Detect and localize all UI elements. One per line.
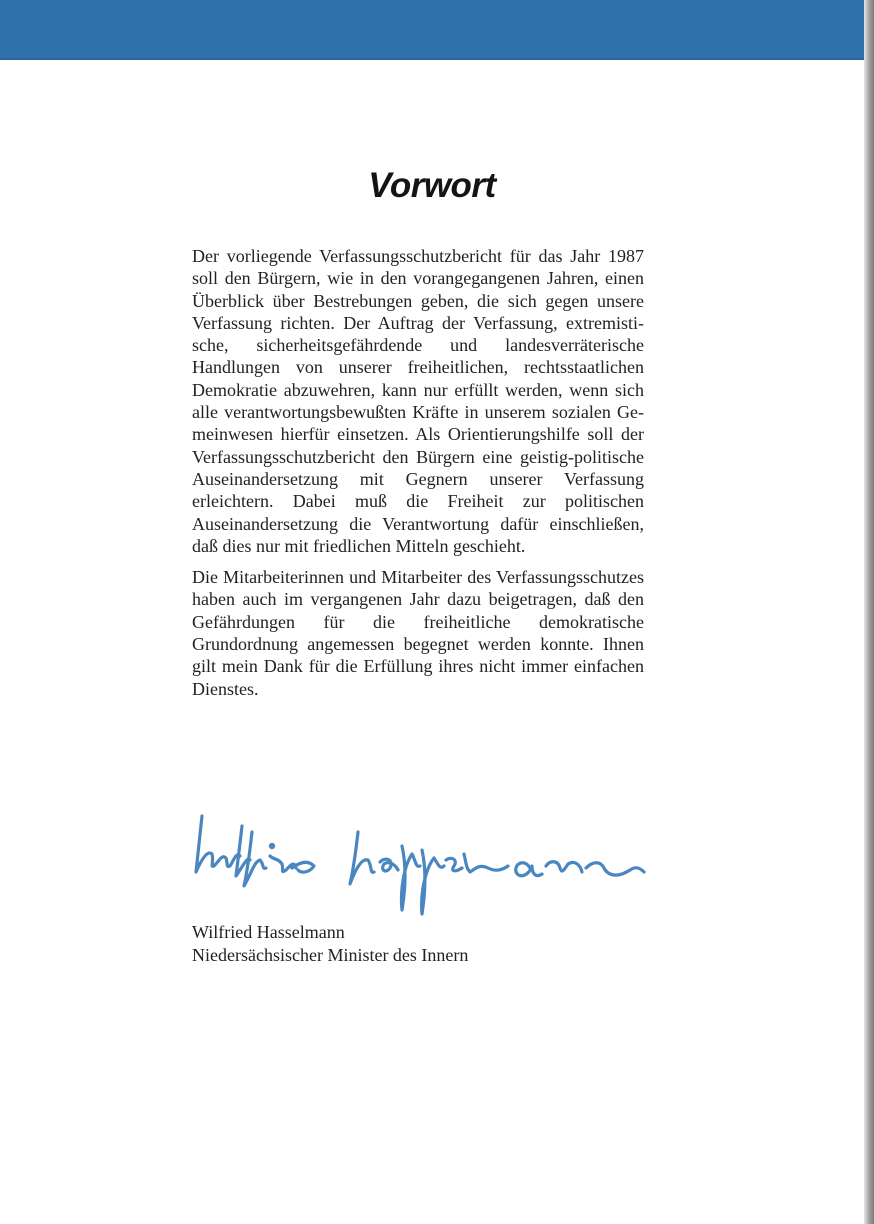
paragraph-1: Der vorliegende Verfassungsschutzbericht für das Jahr 1987 soll den Bürgern, wie in den vorangegangenen Jahren, einen Überblick über Bestrebungen geben, die sich gegen unsere Verfassung richten. Der Auftrag der Verfassung, extremistische, sicherheitsgefährdende und landesverräterische Handlungen von unserer freiheitlichen, rechtsstaatlichen Demokratie abzuwehren, kann nur erfüllt werden, wenn sich alle verantwortungsbewußten Kräfte in unserem sozialen Gemeinwesen hierfür einsetzen. Als Orientierungshilfe soll der Verfassungsschutzbericht den Bürgern eine geistig-politische Auseinandersetzung mit Gegnern unserer Verfassung erleichtern. Dabei muß die Freiheit zur politischen Auseinandersetzung die Verantwortung dafür einschließen, daß dies nur mit friedlichen Mitteln geschieht. [192, 246, 644, 556]
signer-title: Niedersächsischer Minister des Innern [192, 944, 469, 965]
paragraph-2: Die Mitarbeiterinnen und Mitarbeiter des Verfassungsschutzes haben auch im vergangenen Jahr dazu beigetragen, daß den Gefährdungen für die freiheitliche demokratische Grundordnung angemessen begegnet werden konnte. Ihnen gilt mein Dank für die Erfüllung ihres nicht immer einfachen Dienstes. [192, 567, 644, 699]
foreword-body [192, 245, 644, 709]
handwritten-signature [190, 810, 650, 920]
top-color-band [0, 0, 864, 60]
page-title: Vorwort [368, 166, 496, 205]
signer-name: Wilfried Hasselmann [192, 922, 345, 942]
signer-block [192, 921, 468, 966]
page-edge-shadow [864, 0, 874, 1224]
